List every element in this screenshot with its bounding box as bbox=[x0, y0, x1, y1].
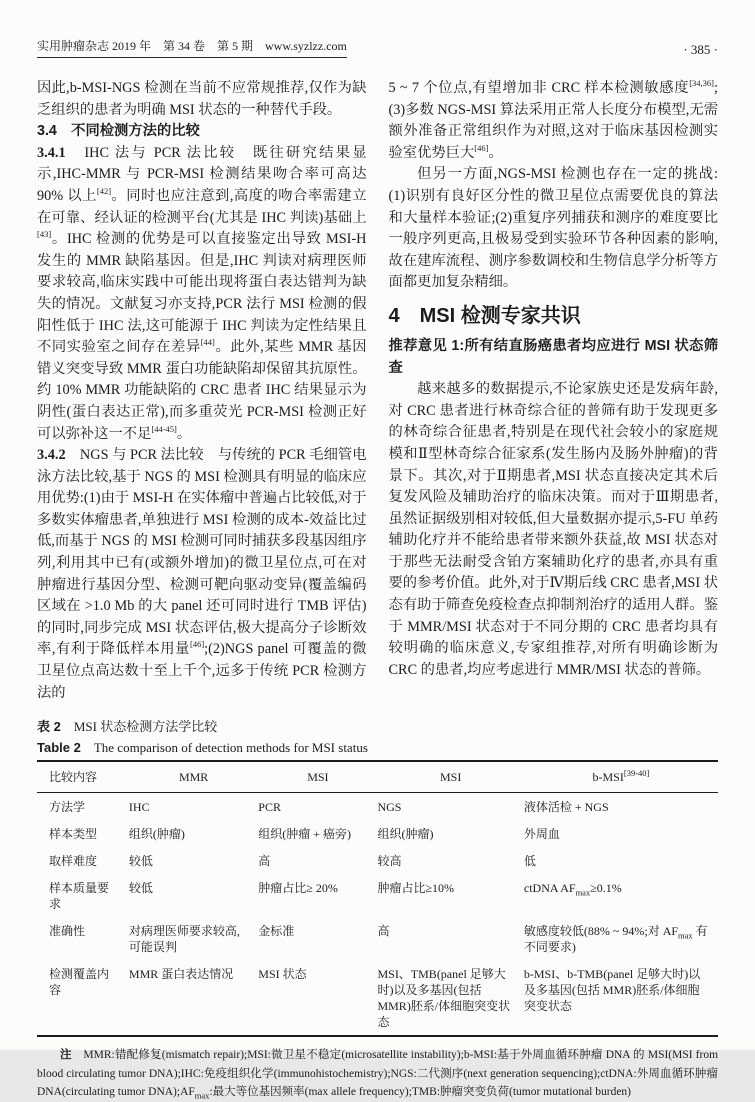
table-cell: 肿瘤占比≥10% bbox=[377, 880, 455, 895]
column-header: 比较内容 bbox=[37, 761, 129, 793]
table-cell: 组织(肿瘤) bbox=[377, 826, 434, 841]
table-cell: 肿瘤占比≥ 20% bbox=[258, 880, 338, 895]
table-cell: 方法学 bbox=[49, 799, 86, 814]
table-cell: 液体活检 + NGS bbox=[523, 799, 609, 814]
section-heading-3-4: 3.4 不同检测方法的比较 bbox=[37, 123, 200, 140]
table-footnote: 注 MMR:错配修复(mismatch repair);MSI:微卫星不稳定(microsatellite instability);b-MSI:基于外周血循环肿瘤 DNA 的 MSI(MSI from blood circulating tumor DNA);IHC:免疫组织化学(immunohistochemistry);NGS:二代测序(next generation sequencing);ctDNA:外周血循环肿瘤 DNA(circulating tumor $DNA);AF_{max}$:最大等位基因频率(max allele frequency);TMB:肿瘤突变负荷(tumor mutational burden) bbox=[37, 1049, 719, 1101]
column-header: MMR bbox=[129, 761, 258, 793]
body-paragraph: 5 ~ 7 个位点,有望增加非 CRC 样本检测敏感度[34,36];(3)多数 NGS-MSI 算法采用正常人长度分布模型,无需额外准备正常组织作为对照,这对于临床基因检测实验室优势巨大[46]。 bbox=[388, 78, 718, 161]
column-header: b-MSI[39-40] bbox=[524, 761, 718, 793]
right-column bbox=[389, 78, 719, 704]
table-header-row bbox=[37, 761, 718, 793]
table-caption-zh: 表 2 MSI 状态检测方法学比较 bbox=[37, 719, 218, 735]
table-cell: 高 bbox=[258, 853, 271, 868]
column-header: MSI bbox=[258, 761, 377, 793]
table-cell: 对病理医师要求较高,可能误判 bbox=[128, 923, 240, 954]
table-cell: b-MSI、b-TMB(panel 足够大时)以及多基因(包括 MMR)胚系/体细胞突变状态 bbox=[523, 966, 701, 1013]
page-number: · 385 · bbox=[683, 42, 718, 57]
table-cell: NGS bbox=[377, 799, 402, 814]
journal-info: 实用肿瘤杂志 2019 年 第 34 卷 第 5 期 www.syzlzz.com bbox=[37, 38, 347, 58]
table-cell: 较高 bbox=[377, 853, 402, 868]
body-paragraph: 3.4.2 NGS 与 PCR 法比较 与传统的 PCR 毛细管电泳方法比较,基于 NGS 的 MSI 检测具有明显的临床应用优势:(1)由于 MSI-H 在实体瘤中普遍占比较低,对于多数实体瘤患者,单独进行 MSI 检测的成本-效益比过低,而基于 NGS 的 MSI 检测可同时捕获多段基因组序列,利用其中已有(或额外增加)的微卫星位点,可在对肿瘤进行基因分型、检测可靶向驱动变异(覆盖编码区域在 >1.0 Mb 的大 panel 还可同时进行 TMB 评估)的同时,同步完成 MSI 状态评估,极大提高分子诊断效率,有利于降低样本用量[46];(2)NGS panel 可覆盖的微卫星位点高达数十至上千个,远多于传统 PCR 检测方法的 bbox=[37, 447, 367, 701]
table-cell: 较低 bbox=[128, 853, 153, 868]
left-column bbox=[37, 78, 367, 704]
table-cell: 金标准 bbox=[258, 923, 295, 938]
table-cell: MSI 状态 bbox=[258, 966, 307, 981]
table-cell: IHC bbox=[128, 799, 150, 814]
table-cell: 外周血 bbox=[523, 826, 560, 841]
body-paragraph: 3.4.1 IHC 法与 PCR 法比较 既往研究结果显示,IHC-MMR 与 PCR-MSI 检测结果吻合率可高达 90% 以上[42]。同时也应注意到,高度的吻合率需建立在可靠、经认证的检测平台(尤其是 IHC 判读)基础上[43]。IHC 检测的优势是可以直接鉴定出导致 MSI-H 发生的 MMR 缺陷基因。但是,IHC 判读对病理医师要求较高,临床实践中可能出现将蛋白表达错判为缺失的情况。文献复习亦支持,PCR 法行 MSI 检测的假阳性低于 IHC 法,这可能源于 IHC 判读为定性结果且不同实验室之间存在差异[44]。此外,某些 MMR 基因错义突变导致 MMR 蛋白功能缺陷却保留其抗原性。约 10% MMR 功能缺陷的 CRC 患者 IHC 结果显示为阴性(蛋白表达正常),而多重荧光 PCR-MSI 检测正好可以弥补这一不足[44-45]。 bbox=[37, 144, 367, 442]
table-cell: 样本质量要求 bbox=[49, 880, 110, 911]
section-heading-4: 4 MSI 检测专家共识 bbox=[388, 304, 581, 327]
table-row bbox=[37, 793, 718, 821]
table-caption-en: Table 2 The comparison of detection methods for MSI status bbox=[37, 740, 368, 756]
recommendation-heading: 推荐意见 1:所有结直肠癌患者均应进行 MSI 状态筛查 bbox=[388, 337, 718, 376]
body-paragraph: 越来越多的数据提示,不论家族史还是发病年龄,对 CRC 患者进行林奇综合征的普筛有助于发现更多的林奇综合征患者,特别是在现代社会较小的家庭规模和Ⅱ型林奇综合征家系(发生肠内及肠外肿瘤)的背景下。其次,对于Ⅱ期患者,MSI 状态直接决定其术后复发风险及辅助治疗的临床决策。而对于Ⅲ期患者,虽然证据级别相对较低,但大量数据亦提示,5-FU 单药辅助化疗并不能给患者带来额外获益,故 MSI 状态对于那些无法耐受含铂方案辅助化疗的患者,亦具有重要的参考价值。此外,对于Ⅳ期后线 CRC 患者,MSI 状态有助于筛查免疫检查点抑制剂治疗的适用人群。鉴于 MMR/MSI 状态对于不同分期的 CRC 患者均具有较明确的临床意义,专家组推荐,对所有明确诊断为 CRC 的患者,均应考虑进行 MMR/MSI 状态的普筛。 bbox=[388, 381, 718, 678]
table-2-block bbox=[37, 718, 718, 1102]
table-cell: 组织(肿瘤) bbox=[128, 826, 185, 841]
table-cell: 高 bbox=[377, 923, 390, 938]
table-cell: ctDNA $AF_{max}\ge 0.1\%$ bbox=[523, 880, 622, 898]
table-cell: MMR 蛋白表达情况 bbox=[128, 966, 234, 981]
table-cell: 较低 bbox=[128, 880, 153, 895]
body-paragraph: 但另一方面,NGS-MSI 检测也存在一定的挑战:(1)识别有良好区分性的微卫星位点需要优良的算法和大量样本验证;(2)重复序列捕获和测序的难度要比一般序列更高,且极易受到实验环节各种因素的影响,故在建库流程、测序参数调校和生物信息学分析等方面都更加复杂精细。 bbox=[388, 166, 718, 291]
table-cell: 准确性 bbox=[49, 923, 86, 938]
table-row bbox=[37, 820, 718, 847]
two-column-body bbox=[37, 78, 718, 704]
table-row bbox=[37, 847, 718, 874]
column-header: MSI bbox=[377, 761, 523, 793]
table-cell: 低 bbox=[523, 853, 536, 868]
table-cell: 取样难度 bbox=[49, 853, 98, 868]
running-head bbox=[37, 38, 718, 58]
table-row bbox=[37, 917, 718, 960]
table-cell: 样本类型 bbox=[49, 826, 98, 841]
table-row bbox=[37, 960, 718, 1036]
table-cell: MSI、TMB(panel 足够大时)以及多基因(包括 MMR)胚系/体细胞突变状态 bbox=[377, 966, 511, 1029]
comparison-table bbox=[37, 760, 718, 1037]
table-cell: 组织(肿瘤 + 癌旁) bbox=[258, 826, 352, 841]
table-cell: PCR bbox=[258, 799, 281, 814]
table-cell: 检测覆盖内容 bbox=[49, 966, 110, 997]
table-row bbox=[37, 874, 718, 917]
body-paragraph: 因此,b-MSI-NGS 检测在当前不应常规推荐,仅作为缺乏组织的患者为明确 MSI 状态的一种替代手段。 bbox=[37, 80, 367, 118]
table-cell: 敏感度较低(88% ~ 94%;对 $AF_{max}$ 有不同要求) bbox=[523, 923, 708, 954]
